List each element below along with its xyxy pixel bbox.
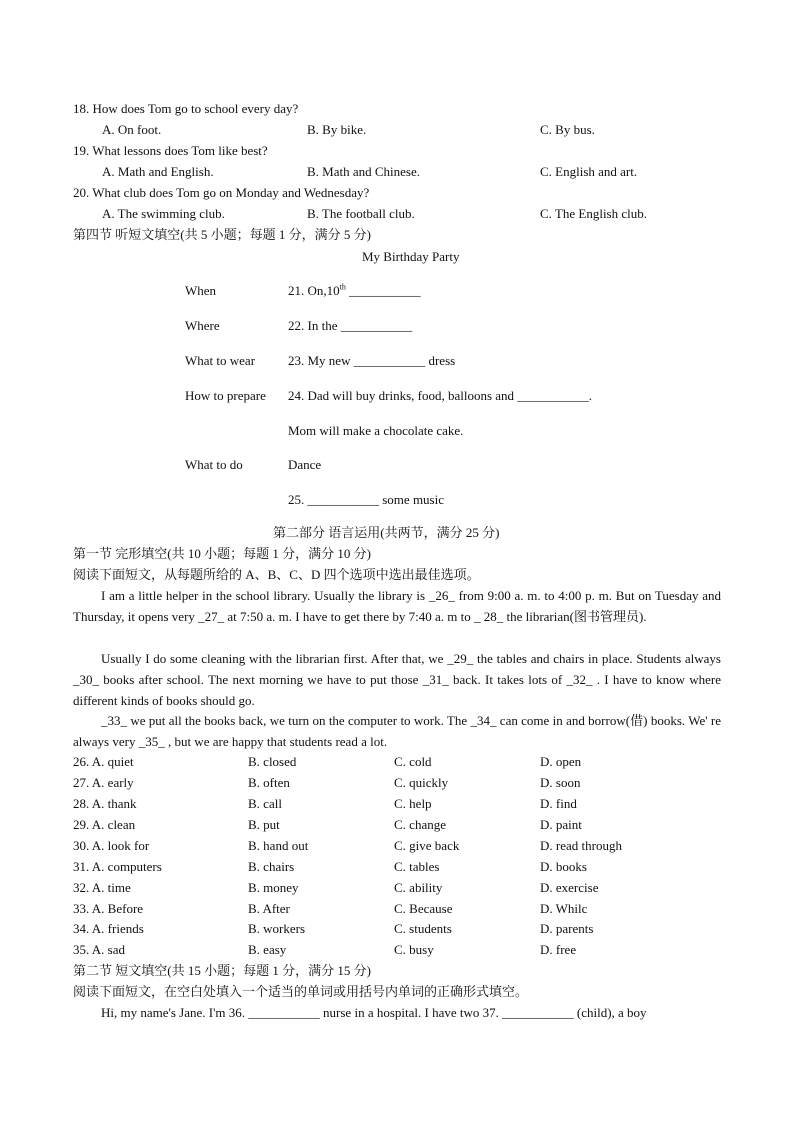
option-28d: D. find xyxy=(540,796,577,811)
cloze-paragraph-1: I am a little helper in the school library. Usually the library is _26_ from 9:00 a. m. to 4:00 p. m. But on Tuesday and Thursday, it opens very _27_ at 7:50 a. m. I have to get there by 7:40 a. m to _ 28_ the librarian(图书管理员). xyxy=(73,588,721,624)
party-where-label: Where xyxy=(185,318,220,333)
cloze-heading: 第一节 完形填空(共 10 小题；每题 1 分，满分 10 分) xyxy=(73,546,371,561)
option-34d: D. parents xyxy=(540,921,594,936)
party-when-value: 21. On,10th ___________ xyxy=(288,282,421,298)
part2-heading: 第二部分 语言运用(共两节，满分 25 分) xyxy=(273,525,500,540)
section2-paragraph: Hi, my name's Jane. I'm 36. ___________ nurse in a hospital. I have two 37. ___________ (child), a boy xyxy=(101,1005,647,1020)
option-35c: C. busy xyxy=(394,942,434,957)
option-26c: C. cold xyxy=(394,754,432,769)
option-33d: D. Whilc xyxy=(540,901,588,916)
option-32b: B. money xyxy=(248,880,299,895)
option-19b: B. Math and Chinese. xyxy=(307,164,421,179)
option-29c: C. change xyxy=(394,817,446,832)
party-wear-value: 23. My new ___________ dress xyxy=(288,353,456,368)
option-32a: 32. A. time xyxy=(73,880,131,895)
option-26a: 26. A. quiet xyxy=(73,754,134,769)
option-27a: 27. A. early xyxy=(73,775,134,790)
option-26d: D. open xyxy=(540,754,582,769)
option-33c: C. Because xyxy=(394,901,453,916)
section2-instruction: 阅读下面短文，在空白处填入一个适当的单词或用括号内单词的正确形式填空。 xyxy=(73,984,529,999)
option-35d: D. free xyxy=(540,942,577,957)
option-18c: C. By bus. xyxy=(540,122,595,137)
option-19a: A. Math and English. xyxy=(102,164,214,179)
party-prepare-label: How to prepare xyxy=(185,388,266,403)
option-20b: B. The football club. xyxy=(307,206,415,221)
option-30c: C. give back xyxy=(394,838,460,853)
party-do-label: What to do xyxy=(185,457,243,472)
option-31c: C. tables xyxy=(394,859,440,874)
party-wear-label: What to wear xyxy=(185,353,256,368)
party-title: My Birthday Party xyxy=(362,249,460,264)
question-19: 19. What lessons does Tom like best? xyxy=(73,143,268,158)
option-29b: B. put xyxy=(248,817,280,832)
party-do-value-1: Dance xyxy=(288,457,322,472)
option-29a: 29. A. clean xyxy=(73,817,136,832)
cloze-paragraph-2: Usually I do some cleaning with the librarian first. After that, we _29_ the tables and chairs in place. Students always _30_ books after school. The next morning we have to put those _31_ back. It takes lots of _32_ . I have to know where different kinds of books should go. xyxy=(73,651,721,708)
option-32c: C. ability xyxy=(394,880,443,895)
option-19c: C. English and art. xyxy=(540,164,638,179)
cloze-instruction: 阅读下面短文，从每题所给的 A、B、C、D 四个选项中选出最佳选项。 xyxy=(73,567,480,582)
option-27b: B. often xyxy=(248,775,290,790)
option-33a: 33. A. Before xyxy=(73,901,144,916)
option-26b: B. closed xyxy=(248,754,297,769)
party-do-value-2: 25. ___________ some music xyxy=(288,492,444,507)
option-29d: D. paint xyxy=(540,817,582,832)
option-30a: 30. A. look for xyxy=(73,838,150,853)
option-20c: C. The English club. xyxy=(540,206,648,221)
option-34a: 34. A. friends xyxy=(73,921,144,936)
option-34c: C. students xyxy=(394,921,452,936)
cloze-paragraph-3: _33_ we put all the books back, we turn on the computer to work. The _34_ can come in and borrow(借) books. We' re always very _35_ , but we are happy that students read a lot. xyxy=(73,713,721,749)
option-31b: B. chairs xyxy=(248,859,295,874)
option-31a: 31. A. computers xyxy=(73,859,162,874)
option-31d: D. books xyxy=(540,859,587,874)
section4-heading: 第四节 听短文填空(共 5 小题；每题 1 分，满分 5 分) xyxy=(73,227,371,242)
section2-heading: 第二节 短文填空(共 15 小题；每题 1 分，满分 15 分) xyxy=(73,963,371,978)
option-35a: 35. A. sad xyxy=(73,942,125,957)
option-35b: B. easy xyxy=(248,942,287,957)
option-32d: D. exercise xyxy=(540,880,599,895)
option-20a: A. The swimming club. xyxy=(102,206,225,221)
option-27c: C. quickly xyxy=(394,775,449,790)
option-18b: B. By bike. xyxy=(307,122,367,137)
option-34b: B. workers xyxy=(248,921,306,936)
option-30d: D. read through xyxy=(540,838,622,853)
party-when-label: When xyxy=(185,283,217,298)
party-where-value: 22. In the ___________ xyxy=(288,318,413,333)
option-28b: B. call xyxy=(248,796,282,811)
question-20: 20. What club does Tom go on Monday and Wednesday? xyxy=(73,185,370,200)
option-18a: A. On foot. xyxy=(102,122,162,137)
question-18: 18. How does Tom go to school every day? xyxy=(73,101,299,116)
option-28c: C. help xyxy=(394,796,432,811)
option-27d: D. soon xyxy=(540,775,581,790)
option-30b: B. hand out xyxy=(248,838,309,853)
option-33b: B. After xyxy=(248,901,290,916)
option-28a: 28. A. thank xyxy=(73,796,137,811)
party-prepare-value-2: Mom will make a chocolate cake. xyxy=(288,423,464,438)
party-prepare-value-1: 24. Dad will buy drinks, food, balloons and ___________. xyxy=(288,388,593,403)
